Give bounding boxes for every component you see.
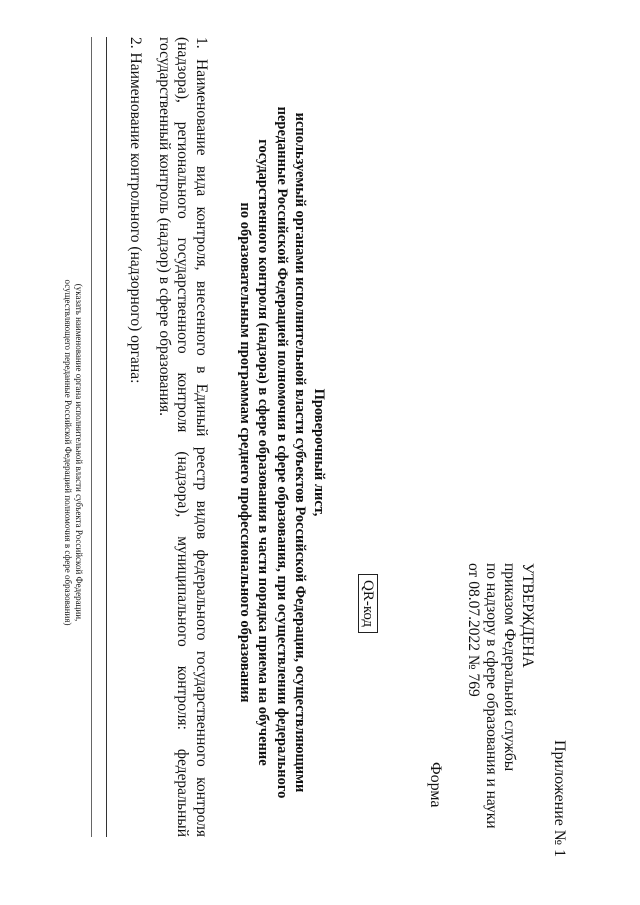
approval-line: УТВЕРЖДЕНА — [519, 563, 536, 668]
title-line: переданные Российской Федерацией полномочия в сфере образования, при осуществлении федерального — [273, 106, 290, 799]
title-line: государственного контроля (надзора) в сфере образования в части порядка приема на обучение — [255, 139, 272, 766]
approval-block — [464, 563, 536, 829]
section-1 — [155, 37, 211, 837]
title-line: Проверочный лист, — [311, 388, 327, 517]
qr-code-placeholder: QR-код — [358, 574, 378, 633]
approval-line: по надзору в сфере образования и науки — [483, 563, 500, 829]
fill-in-line — [91, 37, 92, 837]
appendix-label: Приложение № 1 — [551, 740, 568, 858]
section-2-label: 2. Наименование контрольного (надзорного) органа: — [127, 37, 144, 384]
hint-line: осуществляющего переданные Российской Федерацией полномочия в сфере образования) — [63, 279, 74, 626]
document-title — [235, 0, 328, 905]
form-label: Форма — [427, 762, 444, 808]
approval-line: приказом Федеральной службы — [501, 563, 518, 772]
approval-line: от 08.07.2022 № 769 — [465, 563, 482, 697]
fill-in-line — [106, 37, 107, 837]
section-1-line: (надзора), регионального государственного контроля (надзора), муниципального контроля: федеральный — [174, 37, 192, 837]
hint-line: (указать наименование органа исполнительной власти субъекта Российской Федерации, — [74, 283, 84, 622]
section-1-line: 1. Наименование вида контроля, внесенного в Единый реестр видов федерального государственного контроля — [193, 37, 210, 837]
field-hint — [63, 0, 84, 905]
title-line: по образовательным программам среднего профессионального образования — [236, 202, 253, 703]
title-line: используемый органами исполнительной власти субъектов Российской Федерации, осуществляющими — [292, 112, 309, 793]
section-1-line: государственный контроль (надзор) в сфере образования. — [156, 37, 173, 417]
